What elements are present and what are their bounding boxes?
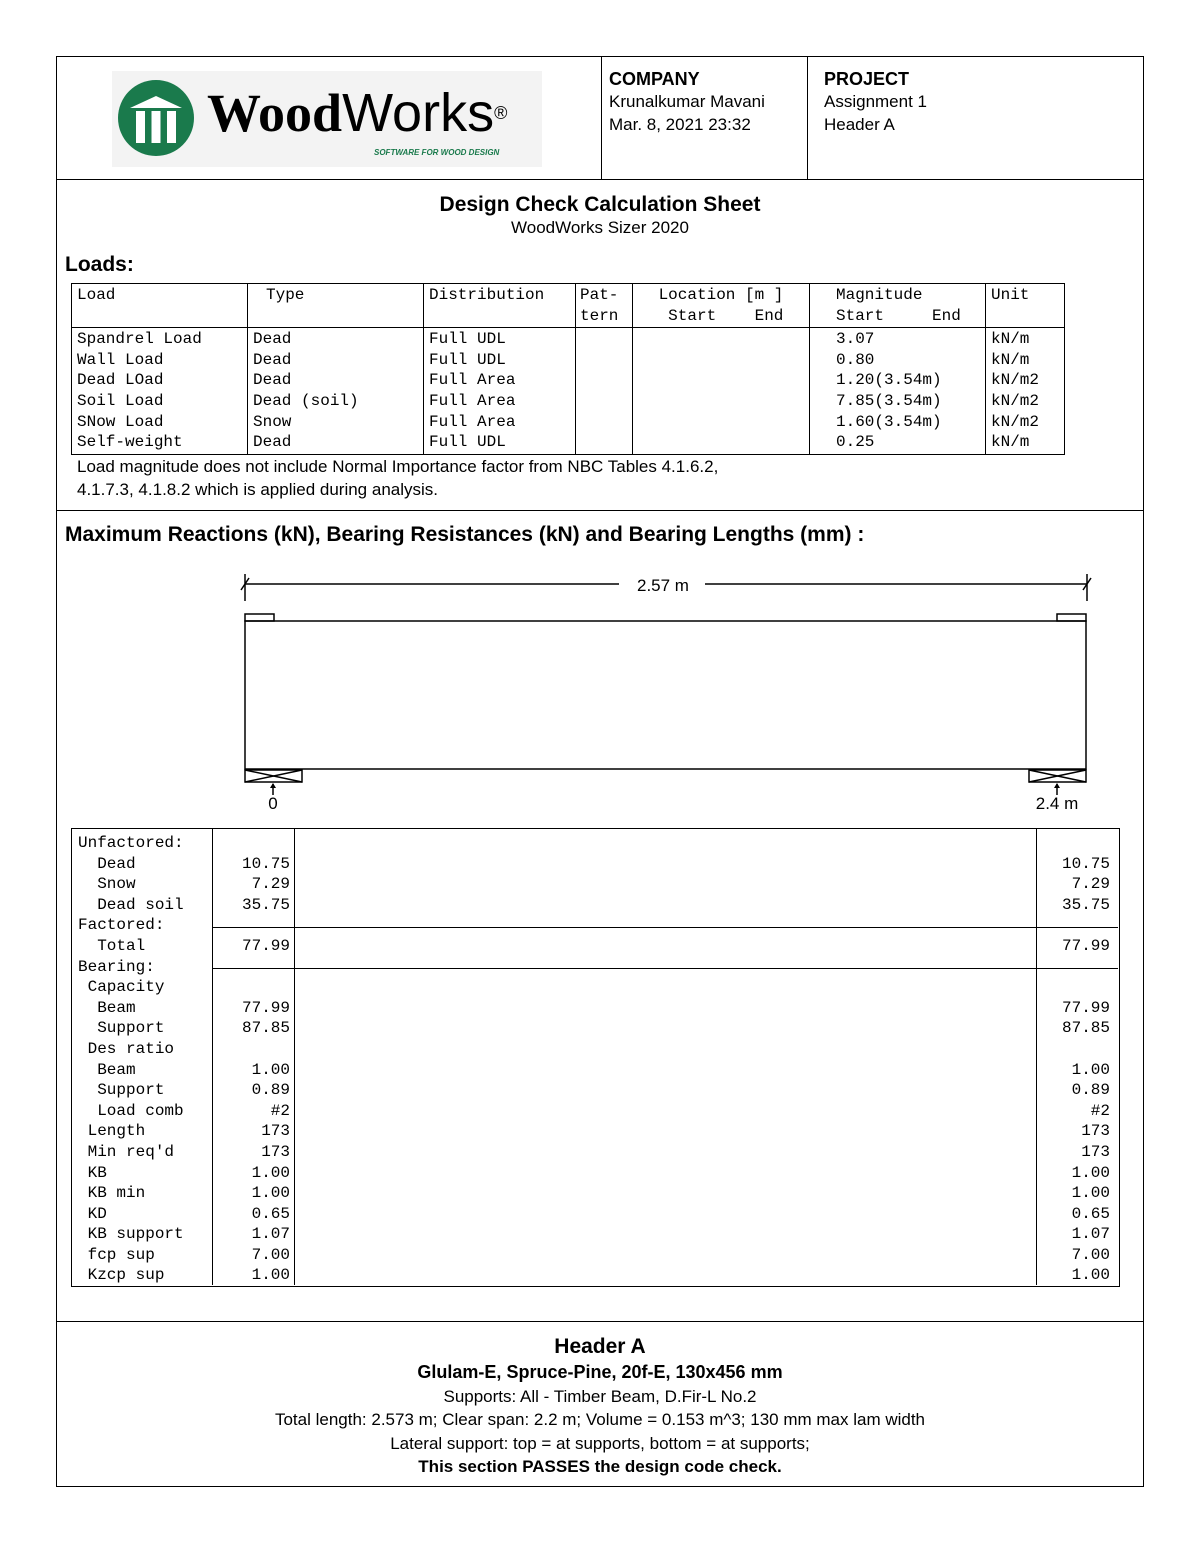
reaction-right-value [1038,957,1110,978]
col-unit: Unit [986,284,1065,328]
load-magnitudes: 3.07 0.80 1.20(3.54m) 7.85(3.54m) 1.60(3.54m) 0.25 [810,328,986,455]
reaction-right-value [1038,1039,1110,1060]
company-name: Krunalkumar Mavani [609,92,765,111]
loads-header-row [72,284,1065,328]
reaction-right-value: 87.85 [1061,1019,1110,1038]
logo-brand-bold: Wood [207,83,343,143]
reaction-left-value: 0.89 [251,1081,290,1100]
reaction-label: Dead soil [78,895,184,914]
reaction-right-value: 0.65 [1071,1204,1110,1223]
reaction-label: Beam [78,998,136,1017]
reaction-right-value: 0.89 [1071,1081,1110,1100]
loads-body [72,328,1065,455]
reaction-label: Load comb [78,1101,184,1120]
reaction-right-value [1038,977,1110,998]
summary-result: This section PASSES the design code check. [418,1457,782,1476]
project-item: Header A [824,115,895,134]
reaction-right-value [1038,833,1110,854]
page-subtitle: WoodWorks Sizer 2020 [511,218,689,237]
reaction-label: Beam [78,1060,136,1079]
col-location: Location [m ] Start End [633,284,810,328]
reaction-left-value: 87.85 [241,1019,290,1038]
load-units: kN/m kN/m kN/m2 kN/m2 kN/m2 kN/m [986,328,1065,455]
project-name: Assignment 1 [824,92,927,111]
reaction-left-value: 77.99 [241,936,290,955]
reaction-label: KD [78,1204,107,1223]
logo-tagline: SOFTWARE FOR WOOD DESIGN [374,148,500,157]
reaction-left-value: 173 [261,1122,290,1141]
reaction-right-value: 1.00 [1071,1266,1110,1285]
company-date: Mar. 8, 2021 23:32 [609,115,751,134]
logo-emblem-icon [116,78,196,158]
reaction-right-value: 1.07 [1071,1225,1110,1244]
reaction-right-value: 10.75 [1061,854,1110,873]
reaction-label: Bearing: [78,957,155,976]
reaction-left-value: 0.65 [251,1204,290,1223]
reaction-label: Support [78,1081,165,1100]
reaction-right-value [1038,915,1110,936]
loads-heading: Loads: [65,253,134,276]
company-block [609,69,765,136]
reaction-label: Snow [78,875,136,894]
reaction-label: Length [78,1122,146,1141]
reaction-left-value [214,915,290,936]
reaction-left-value: 35.75 [241,895,290,914]
reaction-label: Kzcp sup [78,1266,165,1285]
beam-diagram [57,557,1145,827]
col-type: Type [248,284,424,328]
reaction-label: Total [78,936,146,955]
reaction-right-value: 1.00 [1071,1060,1110,1079]
reaction-left-value: 7.00 [251,1245,290,1264]
reaction-left-value [214,957,290,978]
page-title: Design Check Calculation Sheet [439,193,761,216]
reactions-table [71,828,1120,1287]
loads-note: Load magnitude does not include Normal Importance factor from NBC Tables 4.1.6.2, 4.1.7.3, 4.1.8.2 which is applied during analysis. [77,457,719,499]
reaction-left-value: 1.00 [251,1266,290,1285]
reaction-left-value: 1.00 [251,1060,290,1079]
logo-brand-light: Works [342,83,495,143]
reaction-label: KB min [78,1184,146,1203]
company-label: COMPANY [609,69,700,89]
reaction-label: Dead [78,854,136,873]
summary-member: Glulam-E, Spruce-Pine, 20f-E, 130x456 mm [417,1362,783,1382]
loads-table [71,283,1065,455]
reaction-labels [78,833,184,1286]
reaction-left-values [214,833,290,1286]
reaction-right-values [1038,833,1110,1286]
reaction-right-value: 35.75 [1061,895,1110,914]
page-frame [56,56,1144,1487]
summary-title: Header A [554,1335,646,1358]
reaction-label: Des ratio [78,1039,175,1058]
reaction-right-value: 7.00 [1071,1245,1110,1264]
reaction-label: Factored: [78,916,165,935]
reaction-right-value: 77.99 [1061,998,1110,1017]
reaction-left-value [214,833,290,854]
reaction-left-value: 1.07 [251,1225,290,1244]
reaction-label: Unfactored: [78,834,184,852]
reaction-label: KB [78,1163,107,1182]
reaction-label: Capacity [78,978,165,997]
reaction-right-value: 77.99 [1061,936,1110,955]
reaction-left-value: #2 [270,1101,290,1120]
summary-lateral: Lateral support: top = at supports, bottom = at supports; [390,1433,810,1453]
col-magnitude: Magnitude Start End [810,284,986,328]
reaction-label: Support [78,1019,165,1038]
reaction-label: fcp sup [78,1245,155,1264]
reaction-right-value: 1.00 [1071,1163,1110,1182]
load-names: Spandrel Load Wall Load Dead LOad Soil Load SNow Load Self-weight [72,328,248,455]
reaction-left-value: 7.29 [251,875,290,894]
reaction-left-value: 173 [261,1142,290,1161]
load-types: Dead Dead Dead Dead (soil) Snow Dead [248,328,424,455]
project-block [824,69,927,136]
reaction-left-value: 1.00 [251,1163,290,1182]
load-locations [633,328,810,455]
reaction-left-value: 77.99 [241,998,290,1017]
load-patterns [576,328,633,455]
reaction-left-value: 10.75 [241,854,290,873]
reaction-left-value [214,977,290,998]
load-distributions: Full UDL Full UDL Full Area Full Area Full Area Full UDL [424,328,576,455]
summary-block [57,1333,1143,1479]
reaction-right-value: 1.00 [1071,1184,1110,1203]
reaction-right-value: 173 [1081,1142,1110,1161]
span-label: 2.57 m [637,576,689,595]
col-distribution: Distribution [424,284,576,328]
summary-length: Total length: 2.573 m; Clear span: 2.2 m; Volume = 0.153 m^3; 130 mm max lam width [274,1410,926,1429]
reaction-right-value: #2 [1090,1101,1110,1120]
reaction-left-value: 1.00 [251,1184,290,1203]
woodworks-logo [112,71,542,167]
col-pattern: Pat- tern [576,284,633,328]
logo-registered: ® [494,103,508,123]
reaction-left-value [214,1039,290,1060]
reaction-label: Min req'd [78,1142,175,1161]
col-load: Load [72,284,248,328]
summary-supports: Supports: All - Timber Beam, D.Fir-L No.2 [443,1386,757,1406]
reaction-label: KB support [78,1225,184,1244]
left-support-label: 0 [268,794,278,813]
project-label: PROJECT [824,69,910,89]
reaction-right-value: 173 [1081,1122,1110,1141]
reactions-heading: Maximum Reactions (kN), Bearing Resistances (kN) and Bearing Lengths (mm) : [65,523,865,546]
right-support-label: 2.4 m [1035,794,1079,813]
reaction-right-value: 7.29 [1071,875,1110,894]
